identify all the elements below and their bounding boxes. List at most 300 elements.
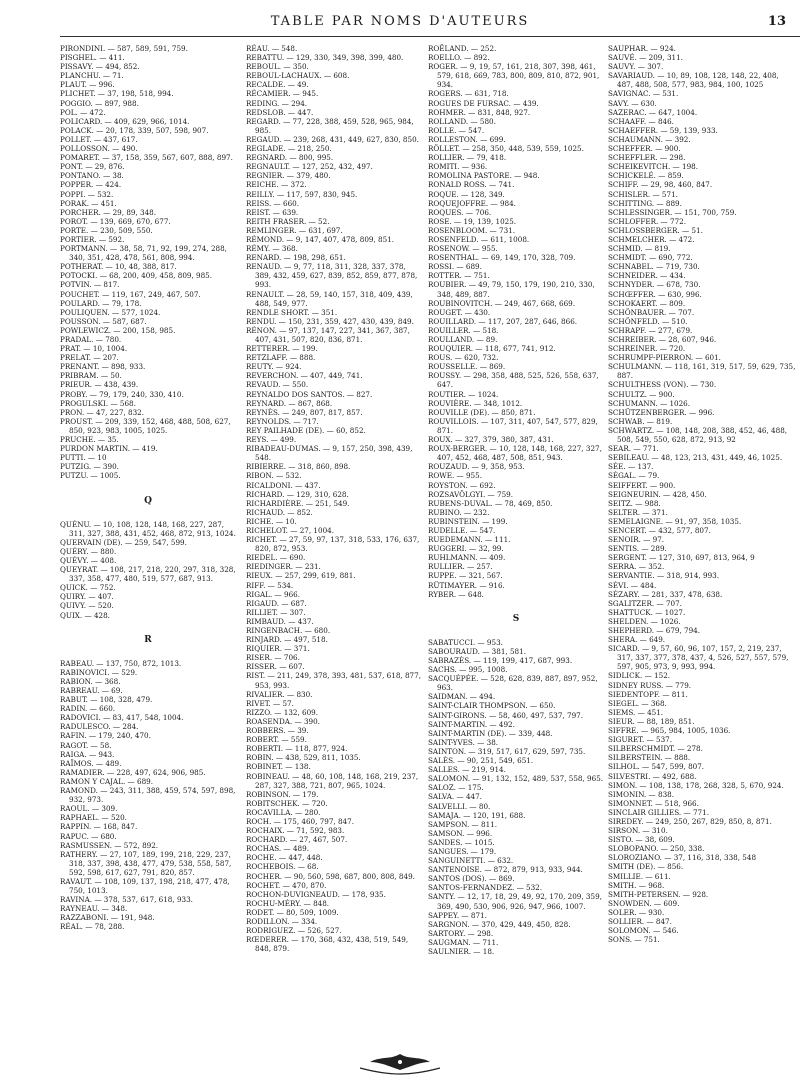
- index-entry: RIBON. — 532.: [246, 471, 302, 481]
- index-entry: SCHEIKEVITCH. — 198.: [608, 162, 699, 172]
- index-entry: SAULNIER. — 18.: [428, 947, 495, 956]
- index-entry: ROUVILLOIS. — 107, 311, 407, 547, 577, 829, 871.: [428, 416, 598, 435]
- index-entry: SICARD. — 9, 57, 60, 96, 107, 157, 2, 219, 237, 317, 337, 377, 378, 437, 4, 526, 527, 557, 579, 597, 905, 973, 9, 993, 994.: [608, 644, 789, 672]
- index-entry: SANGUINETTI. — 632.: [428, 856, 514, 866]
- index-entry: SINCLAIR GILLIES. — 771.: [608, 807, 709, 817]
- index-entry: SAINTON. — 319, 517, 617, 629, 597, 735.: [428, 746, 586, 756]
- index-entry: RILLIET. — 307.: [246, 607, 306, 617]
- index-entry: SCHIFF. — 29, 98, 460, 847.: [608, 180, 713, 190]
- index-entry: SALÈS. — 90, 251, 549, 651.: [428, 756, 534, 766]
- index-entry: SIMONNET. — 518, 966.: [608, 798, 699, 808]
- index-entry: SERRA. — 352.: [608, 562, 665, 572]
- page-number: 13: [767, 14, 786, 29]
- index-entry: ROCH. — 175, 460, 797, 847.: [246, 816, 354, 826]
- index-entry: RAZZABONI. — 191, 948.: [60, 913, 155, 923]
- index-entry: SANTOS-FERNANDEZ. — 532.: [428, 883, 543, 893]
- index-entry: SIDNEY RUSS. — 779.: [608, 680, 692, 690]
- index-entry: PRELAT. — 207.: [60, 353, 119, 363]
- index-entry: PROGULSKI. — 568.: [60, 398, 136, 408]
- index-entry: REILLY. — 117, 597, 830, 945.: [246, 189, 358, 199]
- index-entry: ROUZAUD. — 9, 358, 953.: [428, 462, 525, 472]
- index-entry: SARTORY. — 298.: [428, 928, 494, 938]
- index-entry: RIST. — 211, 249, 378, 393, 481, 537, 618, 877, 953, 993.: [246, 671, 421, 690]
- index-entry: RICHARD. — 129, 310, 628.: [246, 489, 349, 499]
- index-entry: ROYSTON. — 692.: [428, 480, 496, 490]
- index-entry: PRIBRAM. — 50.: [60, 371, 122, 381]
- index-entry: SCHWARTZ. — 108, 148, 208, 388, 452, 46, 488, 508, 549, 550, 628, 872, 913, 92: [608, 425, 788, 445]
- index-entry: SIGURET. — 537.: [608, 735, 673, 745]
- index-entry: SCHISLER. — 571.: [608, 189, 678, 199]
- index-entry: PUTZIG. — 390.: [60, 462, 119, 472]
- index-entry: POTVIN. — 817.: [60, 280, 120, 290]
- index-entry: ROUX. — 327, 379, 380, 387, 431.: [428, 435, 554, 445]
- index-entry: SCHÖNFELD. — 510.: [608, 316, 688, 326]
- index-entry: SCHICKELÉ. — 859.: [608, 171, 684, 181]
- index-entry: SCHNABEL. — 719, 730.: [608, 262, 700, 272]
- index-entry: SHELDEN. — 1026.: [608, 616, 681, 626]
- index-entry: PONT. — 29, 876.: [60, 162, 125, 172]
- index-entry: ROBINET. — 138.: [246, 762, 311, 772]
- index-entry: ROCHER. — 90, 560, 598, 687, 800, 808, 849.: [246, 871, 415, 881]
- index-column-1: [60, 44, 236, 1054]
- index-entry: SABOURAUD. — 381, 581.: [428, 646, 526, 656]
- index-entry: REYNÈS. — 249, 807, 817, 857.: [246, 407, 363, 417]
- index-entry: RÉNON. — 97, 137, 147, 227, 341, 367, 387, 407, 431, 507, 820, 836, 871.: [246, 325, 410, 344]
- index-entry: SÉZARY. — 281, 337, 478, 638.: [608, 589, 723, 599]
- index-entry: REGNIER. — 379, 480.: [246, 171, 331, 181]
- index-entry: RIGAL. — 966.: [246, 589, 301, 599]
- index-entry: RÉCAMIER. — 945.: [246, 89, 319, 99]
- index-entry: ROWE. — 955.: [428, 471, 482, 481]
- index-entry: REGARD. — 77, 228, 388, 459, 528, 965, 984, 985.: [246, 116, 414, 135]
- index-entry: SABATUCCI. — 953.: [428, 637, 503, 647]
- index-entry: ROUSSELLE. — 869.: [428, 362, 506, 372]
- index-entry: RECALDE. — 49.: [246, 80, 309, 90]
- index-entry: SCHÜTZENBERGER. — 996.: [608, 407, 715, 417]
- index-entry: RAIGA. — 943.: [60, 749, 115, 759]
- index-entry: SALVA. — 447.: [428, 792, 482, 802]
- index-entry: RADOVICI. — 83, 417, 548, 1004.: [60, 713, 184, 723]
- index-entry: ROUS. — 620, 732.: [428, 353, 499, 363]
- index-entry: PUTTI. — 10: [60, 453, 107, 463]
- index-entry: REYNALDO DOS SANTOS. — 827.: [246, 389, 373, 399]
- index-entry: ROCHARD. — 27, 467, 507.: [246, 835, 348, 845]
- index-entry: REIST. — 639.: [246, 207, 299, 217]
- index-entry: ROSENBLOOM. — 731.: [428, 225, 516, 235]
- index-entry: REGNARD. — 800, 995.: [246, 153, 334, 163]
- index-entry: RONALD ROSS. — 741.: [428, 180, 515, 190]
- index-entry: SANTY. — 12, 17, 18, 29, 49, 92, 170, 209, 359, 369, 490, 530, 906, 926, 947, 966, 1007.: [428, 892, 602, 911]
- index-column-3: [428, 44, 604, 1054]
- index-entry: SCHWAB. — 819.: [608, 416, 673, 426]
- section-letter: R: [144, 634, 152, 645]
- index-entry: ROSENOW. — 955.: [428, 244, 498, 254]
- index-entry: QUIVY. — 520.: [60, 601, 114, 611]
- index-entry: SIEDENTOPF. — 811.: [608, 689, 688, 699]
- index-entry: RABINOVICI. — 529.: [60, 667, 138, 677]
- index-entry: ROGER. — 9, 19, 57, 161, 218, 307, 398, 461, 579, 618, 669, 783, 800, 809, 810, 872, 901, 934.: [428, 62, 600, 90]
- index-entry: RENAULT. — 28, 59, 140, 157, 318, 409, 439, 488, 549, 977.: [246, 289, 413, 308]
- index-entry: REMLINGER. — 631, 697.: [246, 225, 343, 235]
- index-entry: ROCHAS. — 489.: [246, 844, 309, 854]
- index-entry: SÉGAL. — 79.: [608, 471, 660, 481]
- index-entry: REBOUL-LACHAUX. — 608.: [246, 71, 350, 81]
- index-entry: SAIDMAN. — 494.: [428, 692, 496, 702]
- index-entry: RISSER. — 607.: [246, 662, 305, 672]
- index-entry: POL. — 472.: [60, 107, 106, 117]
- index-entry: RIMBAUD. — 437.: [246, 616, 314, 626]
- index-entry: SANTENOISE. — 872, 879, 913, 933, 944.: [428, 865, 583, 875]
- index-entry: POLLOSSON. — 490.: [60, 144, 138, 154]
- index-entry: SCHAAFF. — 846.: [608, 116, 674, 126]
- index-entry: SMITH-PETERSEN. — 928.: [608, 889, 709, 899]
- index-entry: RICHELOT. — 27, 1004.: [246, 525, 334, 535]
- index-entry: ROLLESTON. — 699.: [428, 134, 506, 144]
- index-entry: ROULLAND. — 89.: [428, 335, 498, 344]
- index-entry: SENCERT. — 432, 577, 807.: [608, 525, 711, 535]
- index-entry: RAPUC. — 680.: [60, 831, 117, 841]
- index-entry: SEIGNEURIN. — 428, 450.: [608, 489, 707, 499]
- index-entry: SCHREIBER. — 28, 607, 946.: [608, 335, 717, 344]
- index-entry: POTOCKI. — 68, 200, 409, 458, 809, 985.: [60, 271, 213, 281]
- index-entry: RAPPIN. — 168, 847.: [60, 822, 138, 832]
- index-entry: RÉMOND. — 9, 147, 407, 478, 809, 851.: [246, 234, 395, 244]
- index-entry: POLACK. — 20, 178, 339, 507, 598, 907.: [60, 125, 209, 135]
- index-entry: ROLLAND. — 580.: [428, 116, 496, 126]
- index-entry: SCHREINER. — 720.: [608, 344, 686, 354]
- index-entry: REITH FRASER. — 52.: [246, 216, 330, 226]
- printer-ornament: [340, 1050, 460, 1078]
- index-entry: POLLET. — 437, 617.: [60, 134, 138, 144]
- index-entry: ROSE. — 19, 139, 1025.: [428, 216, 517, 226]
- index-entry: QUERVAIN (DE). — 259, 547, 599.: [60, 537, 187, 547]
- index-entry: QUIX. — 428.: [60, 610, 110, 620]
- index-entry: SENOIR. — 97.: [608, 535, 665, 545]
- index-entry: RENDU. — 150, 231, 359, 427, 430, 439, 849.: [246, 316, 414, 326]
- index-entry: QUÉRY. — 880.: [60, 546, 117, 556]
- index-entry: SIMONIN. — 838.: [608, 789, 675, 799]
- index-entry: ROUGET. — 430.: [428, 307, 491, 317]
- index-entry: RAVINA. — 378, 537, 617, 618, 933.: [60, 895, 193, 905]
- index-entry: RAPHAEL. — 520.: [60, 813, 127, 823]
- index-entry: RIVET. — 57.: [246, 698, 294, 708]
- index-entry: PLAUT. — 996.: [60, 80, 115, 90]
- index-entry: SAMSON. — 996.: [428, 828, 493, 838]
- index-entry: RUBINO. — 232.: [428, 507, 490, 517]
- index-entry: RAYNEAU. — 348.: [60, 904, 128, 914]
- index-entry: ROCHON-DUVIGNEAUD. — 178, 935.: [246, 889, 386, 899]
- index-entry: SIEGEL. — 368.: [608, 698, 667, 708]
- index-entry: RODILLON. — 334.: [246, 917, 318, 926]
- index-entry: ROCAVILLA. — 280.: [246, 807, 321, 817]
- index-entry: RAOUL. — 309.: [60, 804, 118, 814]
- index-entry: ROHMER. — 831, 848, 927.: [428, 107, 531, 117]
- index-entry: POUSSON. — 587, 687.: [60, 316, 147, 326]
- index-entry: RAMOND. — 243, 311, 388, 459, 574, 597, 898, 932, 973.: [60, 786, 236, 805]
- index-entry: ROSENTHAL. — 69, 149, 170, 328, 709.: [428, 253, 576, 263]
- index-entry: ROLLE. — 547.: [428, 125, 485, 135]
- index-entry: SONS. — 751.: [608, 935, 660, 945]
- index-entry: SANDES. — 1015.: [428, 837, 495, 847]
- index-entry: RABION. — 368.: [60, 676, 121, 686]
- index-entry: RUHLMANN. — 409.: [428, 553, 506, 563]
- index-entry: SCHITTING. — 889.: [608, 198, 682, 208]
- index-entry: ROMOLINA PASTORE. — 948.: [428, 171, 540, 181]
- index-entry: SALVELLI. — 80.: [428, 801, 491, 811]
- index-entry: ROELLO. — 892.: [428, 53, 490, 63]
- index-entry: SCHMID. — 819.: [608, 244, 671, 254]
- index-entry: RIBIERRE. — 318, 860, 898.: [246, 462, 351, 472]
- index-entry: RUEDEMANN. — 111.: [428, 535, 511, 545]
- index-entry: SIEMS. — 451.: [608, 707, 664, 717]
- index-entry: SAVY. — 630.: [608, 98, 657, 108]
- index-entry: REGLADE. — 218, 250.: [246, 144, 332, 154]
- index-entry: RÖLLET. — 258, 350, 448, 539, 559, 1025.: [428, 144, 584, 154]
- index-entry: RYBER. — 648.: [428, 589, 484, 599]
- index-entry: REBOUL. — 350.: [246, 62, 309, 72]
- index-entry: SAINT-MARTIN. — 492.: [428, 719, 515, 729]
- index-entry: RAÏMOS. — 489.: [60, 758, 122, 768]
- index-entry: SÉVI. — 484.: [608, 580, 657, 590]
- index-entry: RASMUSSEN. — 572, 892.: [60, 840, 159, 850]
- index-entry: SAINT-MARTIN (DE). — 339, 448.: [428, 728, 553, 738]
- index-entry: SCHRUMPF-PIERRON. — 601.: [608, 353, 721, 363]
- index-entry: SCHNYDER. — 678, 730.: [608, 280, 701, 290]
- index-entry: ROSSI. — 689.: [428, 262, 482, 272]
- index-entry: RIEDINGER. — 231.: [246, 562, 321, 572]
- index-entry: SNOWDEN. — 609.: [608, 898, 680, 908]
- index-entry: RAVAUT. — 108, 109, 137, 198, 218, 477, 478, 750, 1013.: [60, 876, 230, 896]
- index-entry: ROUSSY. — 298, 358, 488, 525, 526, 558, 637, 647.: [428, 371, 599, 390]
- index-entry: ROCHET. — 470, 870.: [246, 880, 327, 890]
- index-entry: RINJARD. — 497, 518.: [246, 635, 328, 645]
- index-entry: ROUTIER. — 1024.: [428, 389, 499, 399]
- index-entry: SCHULTHESS (VON). — 730.: [608, 380, 717, 390]
- index-entry: SCHAUMANN. — 392.: [608, 134, 691, 144]
- index-entry: ROCHAIX. — 71, 592, 983.: [246, 826, 345, 836]
- index-entry: SCHLOFFER. — 772.: [608, 216, 687, 226]
- index-entry: RUBINSTEIN. — 199.: [428, 516, 508, 526]
- index-entry: RODET. — 80, 509, 1009.: [246, 907, 339, 917]
- index-entry: POWLEWICZ. — 200, 158, 985.: [60, 325, 176, 335]
- index-entry: RICHET. — 27, 59, 97, 137, 318, 533, 176, 637, 820, 872, 953.: [246, 535, 420, 554]
- index-entry: ROSENFELD. — 611, 1008.: [428, 234, 530, 244]
- index-entry: RICHAUD. — 852.: [246, 507, 313, 517]
- index-entry: SALOMON. — 91, 132, 152, 489, 537, 558, 965.: [428, 774, 604, 784]
- index-entry: RIBADEAU-DUMAS. — 9, 157, 250, 398, 439, 548.: [246, 444, 413, 463]
- index-entry: SAVIGNAC. — 531.: [608, 89, 679, 99]
- index-entry: RUGGERI. — 32, 99.: [428, 544, 504, 554]
- index-entry: SALLES. — 219, 914.: [428, 765, 506, 775]
- index-entry: POLICARD. — 409, 629, 966, 1014.: [60, 116, 190, 126]
- index-entry: RIFF. — 534.: [246, 580, 294, 590]
- index-entry: SCHULMANN. — 118, 161, 319, 517, 59, 629, 735, 887.: [608, 362, 796, 381]
- index-entry: SMITH. — 968.: [608, 880, 665, 890]
- index-entry: SMILLIE. — 611.: [608, 871, 671, 881]
- index-entry: ROGERS. — 631, 718.: [428, 89, 509, 99]
- index-entry: SANGUES. — 179.: [428, 846, 497, 856]
- index-entry: RABUT. — 108, 328, 479.: [60, 695, 153, 705]
- index-entry: ROUVIÈRE. — 348, 1012.: [428, 398, 523, 408]
- index-entry: ROQUE. — 128, 349.: [428, 189, 505, 199]
- index-entry: SEAR. — 771.: [608, 444, 659, 454]
- index-entry: RICHARDIÈRE. — 251, 549.: [246, 498, 350, 508]
- index-entry: SCHRAPF. — 277, 679.: [608, 325, 693, 335]
- index-entry: SOLER. — 930.: [608, 907, 665, 917]
- index-entry: ROUILLARD. — 117, 207, 287, 646, 866.: [428, 316, 578, 326]
- index-entry: REYNARD. — 867, 868.: [246, 398, 333, 408]
- index-entry: SOLLIER. — 847.: [608, 917, 672, 926]
- index-entry: SEIFFERT. — 900.: [608, 480, 676, 490]
- index-entry: SERGENT. — 127, 310, 697, 813, 964, 9: [608, 553, 755, 563]
- index-entry: ROASENDA. — 390.: [246, 716, 320, 726]
- index-entry: SAVARIAUD. — 10, 89, 108, 128, 148, 22, 408, 487, 488, 508, 577, 983, 984, 100, 1025: [608, 71, 779, 90]
- index-entry: SISTO. — 38, 609.: [608, 835, 675, 845]
- index-entry: SAMPSON. — 811.: [428, 819, 497, 829]
- index-entry: RIEUX. — 257, 299, 619, 881.: [246, 571, 356, 581]
- index-entry: RETZLAFF. — 888.: [246, 353, 316, 363]
- index-entry: SARGNON. — 370, 429, 449, 450, 828.: [428, 919, 571, 929]
- index-entry: RAFIN. — 179, 240, 470.: [60, 731, 151, 741]
- index-entry: ROQUES. — 706.: [428, 207, 492, 217]
- index-entry: RAMON Y CAJAL. — 689.: [60, 776, 154, 786]
- index-entry: SIDLICK. — 152.: [608, 671, 671, 681]
- index-entry: SILBERSTEIN. — 888.: [608, 753, 691, 763]
- index-entry: ROUBIER. — 49, 79, 150, 179, 190, 210, 330, 348, 489, 887.: [428, 280, 595, 299]
- index-entry: SCHOKAERT. — 809.: [608, 298, 686, 308]
- index-entry: PLICHET. — 37, 198, 518, 994.: [60, 89, 174, 99]
- index-entry: ROUX-BERGER. — 10, 128, 148, 168, 227, 327, 407, 452, 468, 487, 508, 851, 943.: [428, 444, 602, 463]
- index-entry: SCHEFFLER. — 298.: [608, 153, 686, 163]
- index-entry: ROTTER. — 751.: [428, 271, 490, 281]
- index-entry: REVERCHON. — 407, 449, 741.: [246, 371, 363, 381]
- index-entry: SANTOS (DOS). — 869.: [428, 874, 515, 884]
- index-entry: SCHUMANN. — 1026.: [608, 398, 691, 408]
- section-letter: Q: [144, 495, 152, 506]
- index-entry: SILBERSCHMIDT. — 278.: [608, 744, 703, 754]
- index-entry: RIZZO. — 132, 609.: [246, 707, 319, 717]
- index-entry: ROMITI. — 936.: [428, 162, 488, 172]
- index-entry: RULLIER. — 257.: [428, 562, 493, 572]
- index-entry: RISER. — 706.: [246, 653, 300, 663]
- index-entry: SIMON. — 108, 138, 178, 268, 328, 5, 670, 924.: [608, 780, 784, 790]
- index-entry: SAPPEY. — 871.: [428, 910, 487, 920]
- index-entry: RIEDEL. — 690.: [246, 553, 306, 563]
- index-entry: POULIQUEN. — 577, 1024.: [60, 307, 161, 317]
- index-entry: QUÉVY. — 408.: [60, 555, 117, 565]
- index-entry: SCHMIDT. — 690, 772.: [608, 253, 693, 263]
- index-entry: SCHULTZ. — 900.: [608, 389, 675, 399]
- index-entry: SACQUÉPÉE. — 528, 628, 839, 887, 897, 952, 963.: [428, 674, 598, 693]
- index-entry: QUEYRAT. — 108, 217, 218, 220, 297, 318, 328, 337, 358, 477, 480, 519, 577, 687, 913.: [60, 565, 236, 584]
- index-entry: PONTANO. — 38.: [60, 171, 124, 181]
- index-entry: RADIN. — 660.: [60, 704, 116, 714]
- index-entry: QUÉNU. — 10, 108, 128, 148, 168, 227, 287, 311, 327, 388, 431, 452, 468, 872, 913, 1024.: [60, 519, 236, 538]
- index-entry: SCHÖNBAUER. — 707.: [608, 307, 695, 317]
- page-header: [0, 14, 800, 34]
- index-entry: POPPI. — 532.: [60, 189, 114, 199]
- index-entry: RAGOT. — 58.: [60, 740, 112, 750]
- index-entry: ROLLIER. — 79, 418.: [428, 153, 507, 163]
- index-entry: ROUBINOVITCH. — 249, 467, 668, 669.: [428, 298, 576, 308]
- index-entry: SERVANTIE. — 318, 914, 993.: [608, 571, 720, 581]
- index-entry: RUPPE. — 321, 567.: [428, 571, 503, 581]
- index-entry: SIREDEY. — 249, 250, 267, 829, 850, 8, 871.: [608, 816, 772, 826]
- index-entry: ROBBERS. — 39.: [246, 726, 309, 736]
- index-entry: PORTMANN. — 38, 58, 71, 92, 199, 274, 288, 340, 351, 428, 478, 561, 808, 994.: [60, 244, 227, 263]
- index-entry: SCHLOSSBERGER. — 51.: [608, 225, 703, 235]
- index-entry: SEITZ. — 988.: [608, 498, 661, 508]
- index-entry: POROT. — 139, 669, 670, 677.: [60, 216, 171, 226]
- index-entry: RENDLE SHORT. — 351.: [246, 307, 338, 317]
- index-entry: SCHMELCHER. — 472.: [608, 234, 695, 244]
- index-entry: REISS. — 660.: [246, 198, 300, 208]
- index-entry: ROBERT. — 559.: [246, 735, 307, 745]
- index-entry: ROUILLER. — 518.: [428, 325, 499, 335]
- index-entry: SMITH (DE). — 856.: [608, 862, 684, 872]
- index-entry: RICHE. — 10.: [246, 516, 297, 526]
- index-entry: RUBENS-DUVAL. — 78, 469, 850.: [428, 498, 553, 508]
- index-entry: ROZSAVÖLGYI. — 759.: [428, 489, 514, 499]
- index-entry: SCHŒFFER. — 630, 996.: [608, 289, 702, 299]
- index-entry: SIEUR. — 88, 189, 851.: [608, 716, 695, 726]
- index-entry: RINGENBACH. — 680.: [246, 626, 331, 635]
- index-entry: ROBERTI. — 118, 877, 924.: [246, 744, 348, 754]
- index-entry: SACHS. — 995, 1008.: [428, 665, 508, 675]
- index-entry: ROGUES DE FURSAC. — 439.: [428, 98, 539, 108]
- index-entry: PISSAVY. — 494, 852.: [60, 62, 140, 72]
- index-entry: SHEPHERD. — 679, 794.: [608, 626, 701, 635]
- index-entry: PRENANT. — 898, 933.: [60, 362, 146, 372]
- index-entry: PRIEUR. — 438, 439.: [60, 380, 139, 390]
- index-entry: RÜTIMAYER. — 916.: [428, 580, 505, 590]
- index-entry: RADULESCO. — 284.: [60, 722, 139, 732]
- index-entry: QUICK. — 752.: [60, 583, 116, 593]
- index-entry: PRON. — 47, 227, 832.: [60, 407, 145, 417]
- index-column-2: [246, 44, 422, 1054]
- index-entry: SEBILEAU. — 48, 123, 213, 431, 449, 46, 1025.: [608, 453, 783, 463]
- index-entry: RAMADIER. — 228, 497, 624, 906, 985.: [60, 767, 206, 777]
- index-entry: ROBITSCHEK. — 720.: [246, 798, 328, 808]
- page-title: TABLE PAR NOMS D'AUTEURS: [270, 14, 530, 29]
- index-entry: PIRONDINI. — 587, 589, 591, 759.: [60, 44, 188, 53]
- index-entry: RŒDERER. — 170, 368, 432, 438, 519, 549, 848, 879.: [246, 935, 409, 954]
- index-entry: RÉAL. — 78, 288.: [60, 922, 125, 932]
- index-entry: REICHE. — 372.: [246, 180, 307, 190]
- index-entry: ROCHE. — 447, 448.: [246, 853, 323, 863]
- index-entry: SAUGMAN. — 711.: [428, 937, 499, 947]
- index-entry: ROCHU-MÉRY. — 848.: [246, 898, 330, 908]
- index-entry: PORTIER. — 592.: [60, 234, 125, 244]
- index-entry: RABREAU. — 69.: [60, 686, 123, 695]
- index-entry: RODRIGUEZ. — 526, 527.: [246, 926, 342, 936]
- index-entry: SCHNEIDER. — 434.: [608, 271, 686, 281]
- index-entry: POMARET. — 37, 158, 359, 567, 607, 888, 897.: [60, 153, 233, 163]
- index-entry: RÉMY. — 368.: [246, 244, 298, 254]
- index-entry: SAUVÉ. — 209, 311.: [608, 53, 683, 63]
- index-column-4: [608, 44, 796, 1054]
- index-entry: RIQUIER. — 371.: [246, 644, 310, 654]
- index-entry: SOLOMON. — 546.: [608, 926, 679, 936]
- index-entry: REVAUD. — 550.: [246, 380, 309, 390]
- index-entry: PLANCHU. — 71.: [60, 71, 124, 81]
- index-entry: SLOROZIANO. — 37, 116, 318, 338, 548: [608, 853, 757, 863]
- index-entry: SCHLESSINGER. — 151, 700, 759.: [608, 207, 737, 217]
- index-entry: REGAUD. — 239, 268, 431, 449, 627, 830, 850.: [246, 134, 419, 144]
- index-entry: REYNOLDS. — 717.: [246, 416, 319, 426]
- section-letter: S: [512, 613, 520, 624]
- index-entry: SAINT-CLAIR THOMPSON. — 650.: [428, 701, 556, 711]
